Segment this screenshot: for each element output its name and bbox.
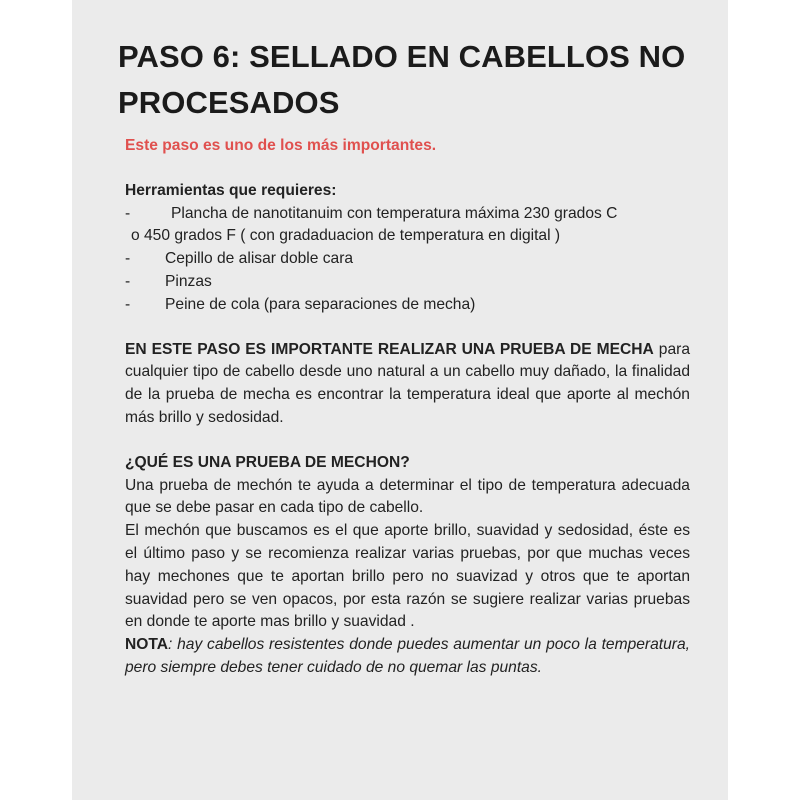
document-page — [72, 0, 728, 800]
tool-item — [125, 271, 690, 294]
tool-item-text: Peine de cola (para separaciones de mecha) — [165, 295, 476, 313]
what-section — [125, 452, 690, 680]
what-paragraph-2: El mechón que buscamos es el que aporte brillo, suavidad y sedosidad, éste es el último paso y se recomienza realizar varias pruebas, por que muchas veces hay mechones que te aportan brillo pero no suavizad y otros que te aportan suavidad pero se ven opacos, por esta razón se sugiere realizar varias pruebas en donde te aporte mas brillo y suavidad . — [125, 522, 690, 631]
list-dash: - — [125, 295, 131, 313]
nota-text: : hay cabellos resistentes donde puedes aumentar un poco la temperatura, pero siempre debes tener cuidado de no quemar las puntas. — [125, 636, 690, 676]
tool-item — [125, 294, 690, 317]
nota-paragraph — [125, 634, 690, 680]
page-title: PASO 6: SELLADO EN CABELLOS NO PROCESADOS — [118, 39, 686, 120]
tool-item-line-continued: o 450 grados F ( con gradaduacion de temperatura en digital ) — [131, 227, 561, 245]
tool-item-text — [131, 203, 690, 249]
list-dash: - — [125, 250, 131, 268]
test-lead: EN ESTE PASO ES IMPORTANTE REALIZAR UNA PRUEBA DE MECHA — [125, 340, 654, 358]
tool-item — [125, 248, 690, 271]
list-dash: - — [125, 204, 131, 222]
subtitle: Este paso es uno de los más importantes. — [125, 137, 437, 154]
tool-item-text: Pinzas — [165, 272, 212, 290]
tools-heading: Herramientas que requieres: — [125, 181, 337, 199]
tools-list — [125, 180, 690, 317]
tool-item-line: Plancha de nanotitanuim con temperatura máxima 230 grados C — [171, 204, 618, 222]
what-paragraph-1: Una prueba de mechón te ayuda a determinar el tipo de temperatura adecuada que se debe pasar en cada tipo de cabello. — [125, 476, 690, 517]
what-heading: ¿QUÉ ES UNA PRUEBA DE MECHON? — [125, 453, 410, 471]
test-section — [125, 339, 690, 430]
tool-item — [125, 203, 690, 249]
list-dash: - — [125, 272, 131, 290]
document-body — [125, 135, 690, 680]
test-paragraph — [125, 339, 690, 430]
tool-item-text: Cepillo de alisar doble cara — [165, 250, 354, 268]
test-body: para cualquier tipo de cabello desde uno natural a un cabello muy dañado, la finalidad de la prueba de mecha es encontrar la temperatura ideal que aporte al mechón más brillo y sedosidad. — [125, 340, 690, 426]
nota-label: NOTA — [125, 636, 169, 654]
